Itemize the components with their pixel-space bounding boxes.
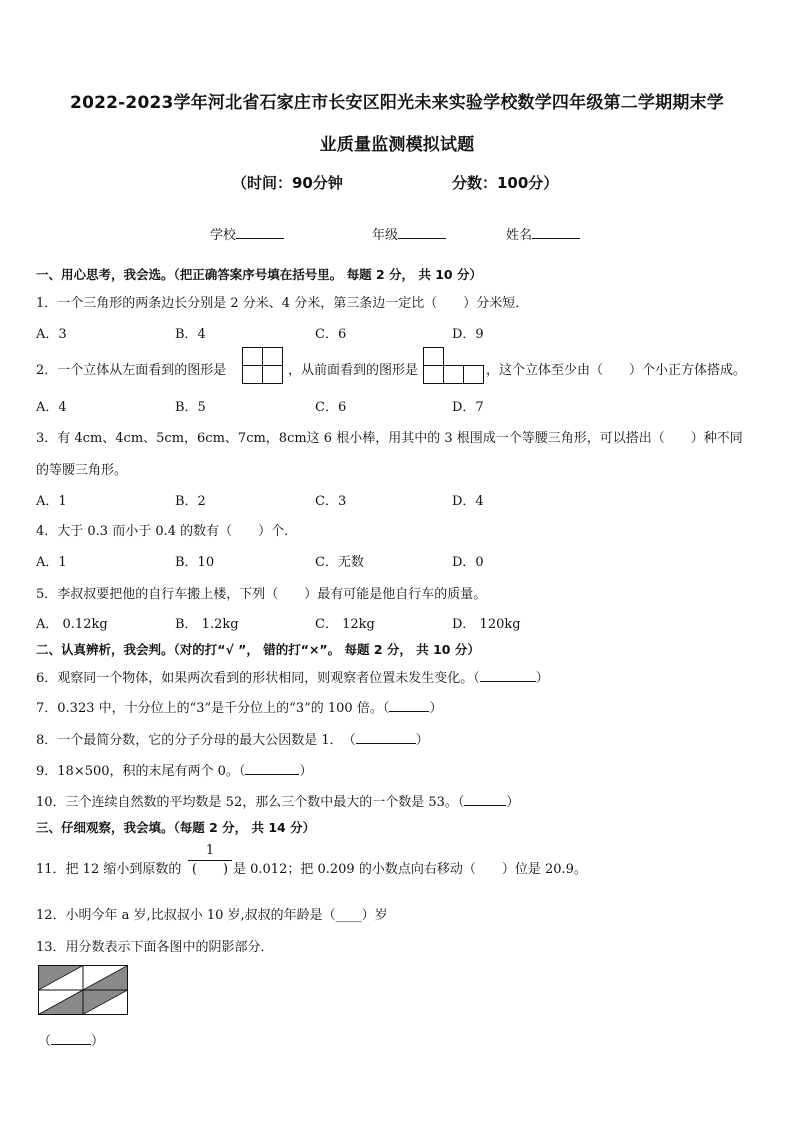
q12-stem: 12．小明今年 a 岁,比叔叔小 10 岁,叔叔的年龄是（____）岁 xyxy=(36,908,388,923)
exam-time: （时间：90分钟 xyxy=(232,174,343,192)
q2-stem-c: ，这个立体至少由（ ）个小正方体搭成。 xyxy=(486,363,747,378)
exam-score: 分数：100分） xyxy=(452,174,559,192)
q10-row xyxy=(36,791,519,810)
q7-close-paren: ） xyxy=(429,701,443,716)
exam-title-line2: 业质量监测模拟试题 xyxy=(319,135,475,155)
exam-title-line1: 2022-2023学年河北省石家庄市长安区阳光未来实验学校数学四年级第二学期期末学 xyxy=(70,93,724,113)
q11-numerator: 1 xyxy=(205,843,215,858)
name-label: 姓名 xyxy=(506,228,533,243)
q2-option-c[interactable]: C．6 xyxy=(315,400,347,415)
q3-option-b[interactable]: B．2 xyxy=(175,494,206,509)
q2-option-d[interactable]: D．7 xyxy=(452,400,484,415)
name-blank[interactable] xyxy=(532,226,580,239)
q3-option-d[interactable]: D．4 xyxy=(452,494,484,509)
q13-stem: 13．用分数表示下面各图中的阴影部分． xyxy=(36,940,274,955)
q3-option-c[interactable]: C．3 xyxy=(315,494,347,509)
q13-answer-blank[interactable] xyxy=(51,1032,91,1045)
q7-row xyxy=(36,697,442,716)
q4-option-b[interactable]: B．10 xyxy=(175,555,215,570)
q4-stem: 4．大于 0.3 而小于 0.4 的数有（ ）个． xyxy=(36,524,298,539)
q5-stem: 5．李叔叔要把他的自行车搬上楼，下列（ ）最有可能是他自行车的质量。 xyxy=(36,587,487,602)
q3-stem-line1: 3．有 4cm、4cm、5cm，6cm、7cm，8cm这 6 根小棒，用其中的 3 根围成一个等腰三角形，可以搭出（ ）种不同 xyxy=(36,431,743,446)
q9-stem: 9．18×500，积的末尾有两个 0。（ xyxy=(36,764,246,779)
q4-option-d[interactable]: D．0 xyxy=(452,555,484,570)
q7-stem: 7．0.323 中，十分位上的“3”是千分位上的“3”的 100 倍。（ xyxy=(36,701,390,716)
q9-answer-blank[interactable] xyxy=(245,762,299,775)
q1-option-d[interactable]: D．9 xyxy=(452,327,484,342)
q2-option-b[interactable]: B．5 xyxy=(175,400,206,415)
q2-option-a[interactable]: A．4 xyxy=(36,400,67,415)
q6-close-paren: ） xyxy=(535,671,549,686)
q5-option-a[interactable]: A． 0.12kg xyxy=(36,617,108,632)
q1-option-c[interactable]: C．6 xyxy=(315,327,347,342)
left-view-figure xyxy=(242,347,284,385)
q2-stem-a: 2．一个立体从左面看到的图形是 xyxy=(36,363,227,378)
q2-stem-b: ，从前面看到的图形是 xyxy=(288,363,419,378)
q1-option-a[interactable]: A．3 xyxy=(36,327,67,342)
q13-answer-row xyxy=(38,1030,104,1049)
q4-option-c[interactable]: C．无数 xyxy=(315,555,364,570)
q6-row xyxy=(36,667,549,686)
q9-close-paren: ） xyxy=(299,764,313,779)
q13-shaded-figure xyxy=(38,965,130,1017)
name-field[interactable] xyxy=(506,224,580,243)
q8-answer-blank[interactable] xyxy=(356,731,416,744)
q5-option-c[interactable]: C． 12kg xyxy=(315,617,375,632)
q13-open-paren: （ xyxy=(38,1034,52,1049)
school-blank[interactable] xyxy=(236,226,284,239)
school-label: 学校 xyxy=(210,228,237,243)
q3-option-a[interactable]: A．1 xyxy=(36,494,67,509)
q1-stem: 1．一个三角形的两条边长分别是 2 分米、4 分米，第三条边一定比（ ）分米短． xyxy=(36,296,529,311)
grade-field[interactable] xyxy=(372,224,446,243)
q6-stem: 6．观察同一个物体，如果两次看到的形状相同，则观察者位置未发生变化。（ xyxy=(36,671,480,686)
q10-stem: 10．三个连续自然数的平均数是 52，那么三个数中最大的一个数是 53。（ xyxy=(36,795,465,810)
grade-blank[interactable] xyxy=(398,226,446,239)
q5-option-d[interactable]: D． 120kg xyxy=(452,617,521,632)
q11-stem-b: 是 0.012；把 0.209 的小数点向右移动（ ）位是 20.9。 xyxy=(233,862,587,877)
section2-heading: 二、认真辨析，我会判。（对的打“√ ”， 错的打“×”。 每题 2 分， 共 10 分） xyxy=(36,642,480,657)
q8-stem: 8．一个最简分数，它的分子分母的最大公因数是 1． （ xyxy=(36,733,356,748)
q10-close-paren: ） xyxy=(506,795,520,810)
front-view-figure xyxy=(423,347,485,385)
q1-option-b[interactable]: B．4 xyxy=(175,327,206,342)
q13-close-paren: ） xyxy=(91,1034,105,1049)
q11-denominator[interactable]: ( ) xyxy=(191,862,229,877)
section3-heading: 三、仔细观察，我会填。（每题 2 分， 共 14 分） xyxy=(36,820,316,835)
q8-close-paren: ） xyxy=(415,733,429,748)
q11-stem-a: 11．把 12 缩小到原数的 xyxy=(36,862,182,877)
q5-option-b[interactable]: B． 1.2kg xyxy=(175,617,239,632)
q8-row xyxy=(36,729,429,748)
q10-answer-blank[interactable] xyxy=(464,793,506,806)
q11-fraction[interactable] xyxy=(188,843,232,878)
q3-stem-line2: 的等腰三角形。 xyxy=(36,463,128,478)
section1-heading: 一、用心思考，我会选。（把正确答案序号填在括号里。 每题 2 分， 共 10 分） xyxy=(36,267,482,282)
q9-row xyxy=(36,760,312,779)
grade-label: 年级 xyxy=(372,228,399,243)
q6-answer-blank[interactable] xyxy=(480,669,536,682)
school-field[interactable] xyxy=(210,224,284,243)
q7-answer-blank[interactable] xyxy=(389,699,429,712)
q4-option-a[interactable]: A．1 xyxy=(36,555,67,570)
q11-fraction-bar xyxy=(188,860,232,861)
